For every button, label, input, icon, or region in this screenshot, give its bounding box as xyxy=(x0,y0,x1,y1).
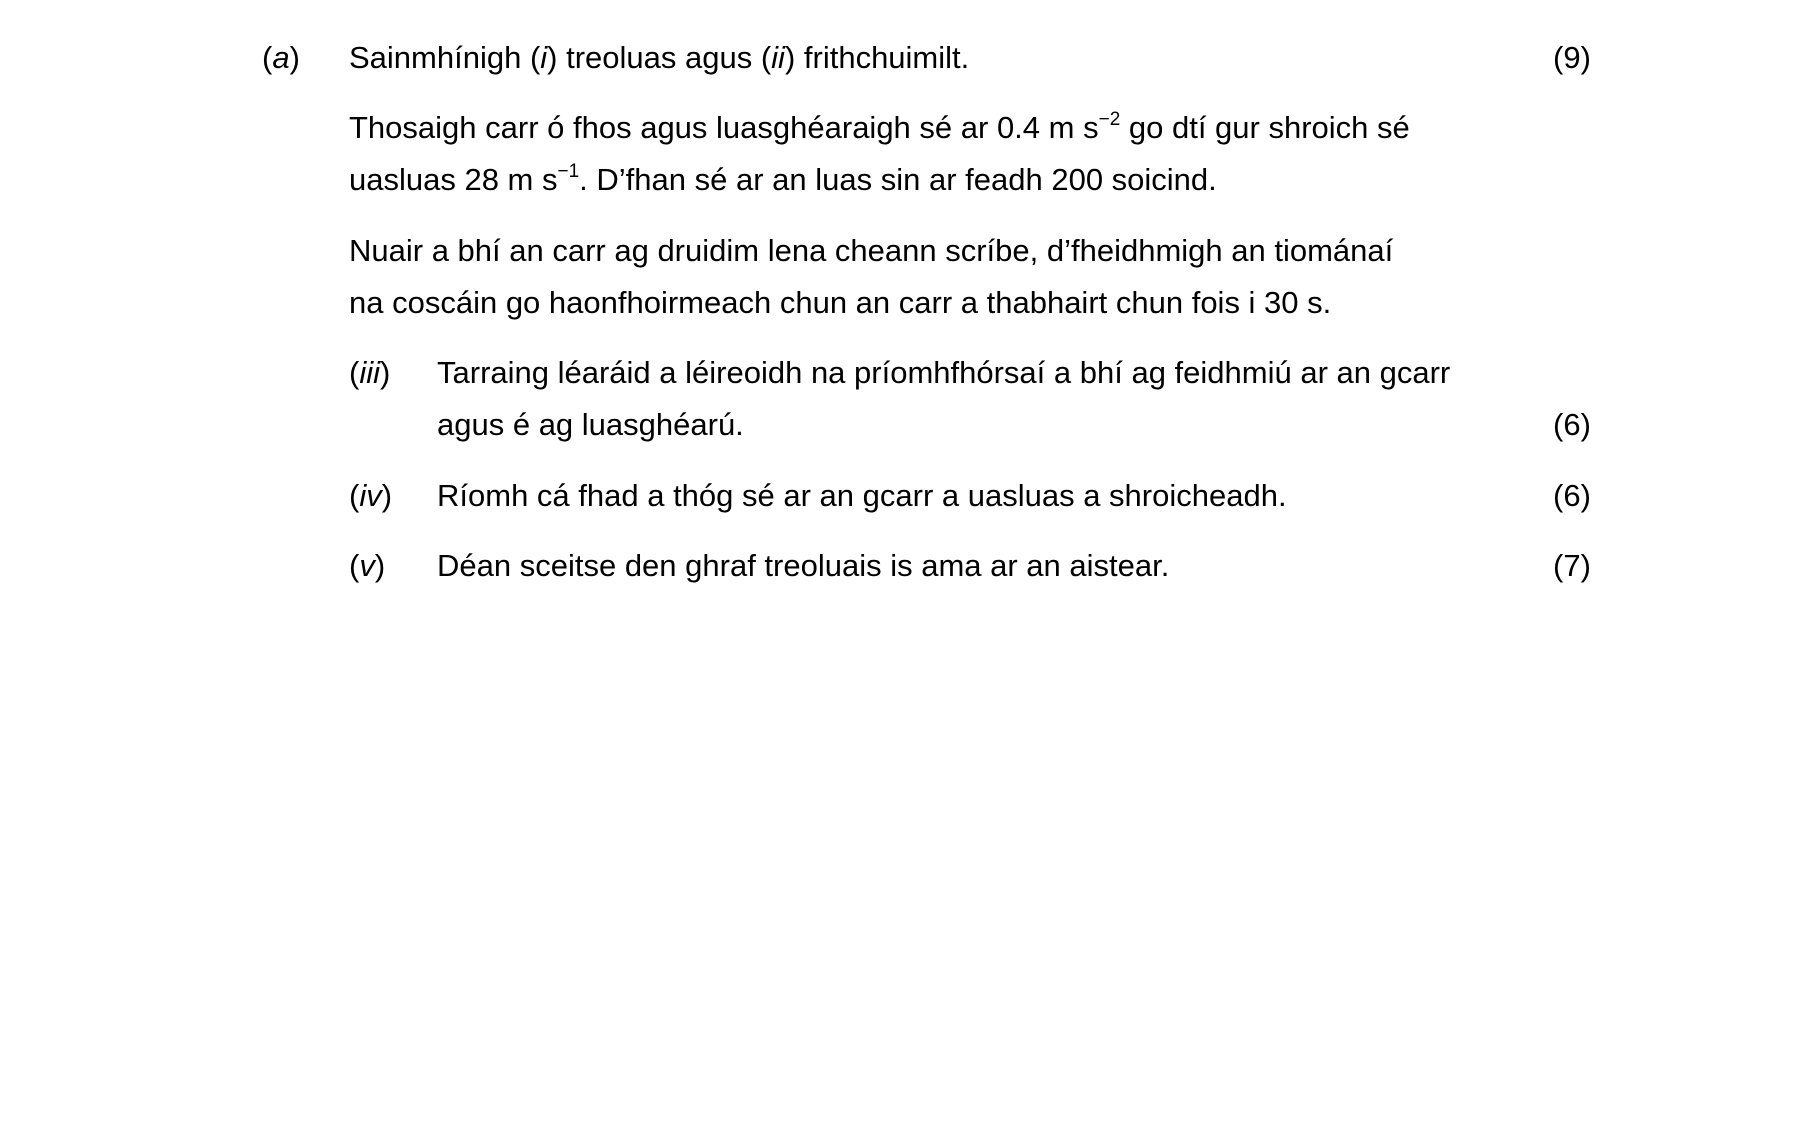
text: . D’fhan sé ar an luas sin ar feadh 200 soicind. xyxy=(579,162,1217,197)
intro-text: Sainmhínigh ( xyxy=(349,40,541,75)
intro-italic-i: i xyxy=(540,40,548,75)
superscript: −2 xyxy=(1098,109,1121,130)
subpart-label: (iii) xyxy=(349,355,391,390)
text: uasluas 28 m s xyxy=(349,162,558,197)
paragraph-line: na coscáin go haonfhoirmeach chun an carr a thabhairt chun fois i 30 s. xyxy=(349,285,1332,320)
subpart-text: Tarraing léaráid a léireoidh na príomhfhórsaí a bhí ag feidhmiú ar an gcarr xyxy=(437,355,1451,390)
subpart-label: (iv) xyxy=(349,478,393,513)
paragraph-line xyxy=(349,108,1410,148)
paragraph-line xyxy=(349,160,1217,200)
paren-open: ( xyxy=(262,40,273,75)
subpart-number: iv xyxy=(359,478,382,513)
subpart-text: agus é ag luasghéarú. xyxy=(437,407,744,442)
subpart-label: (v) xyxy=(349,548,386,583)
part-letter: a xyxy=(272,40,290,75)
marks-subpart-iv: (6) xyxy=(1553,478,1591,513)
marks-subpart-iii: (6) xyxy=(1553,407,1591,442)
subpart-number: iii xyxy=(359,355,380,390)
paragraph-line: Nuair a bhí an carr ag druidim lena cheann scríbe, d’fheidhmigh an tiománaí xyxy=(349,233,1394,268)
intro-italic-ii: ii xyxy=(771,40,785,75)
marks-subpart-v: (7) xyxy=(1553,548,1591,583)
text: go dtí gur shroich sé xyxy=(1120,110,1410,145)
intro-text: ) frithchuimilt. xyxy=(784,40,970,75)
paren-close: ) xyxy=(289,40,300,75)
marks-part-a: (9) xyxy=(1553,40,1591,75)
subpart-text: Déan sceitse den ghraf treoluais is ama ar an aistear. xyxy=(437,548,1170,583)
superscript: −1 xyxy=(557,161,580,182)
part-a-intro xyxy=(349,38,969,78)
intro-text: ) treoluas agus ( xyxy=(547,40,772,75)
subpart-text: Ríomh cá fhad a thóg sé ar an gcarr a uasluas a shroicheadh. xyxy=(437,478,1287,513)
text: Thosaigh carr ó fhos agus luasghéaraigh sé ar 0.4 m s xyxy=(349,110,1099,145)
part-a-label xyxy=(262,38,300,78)
subpart-number: v xyxy=(359,548,375,583)
